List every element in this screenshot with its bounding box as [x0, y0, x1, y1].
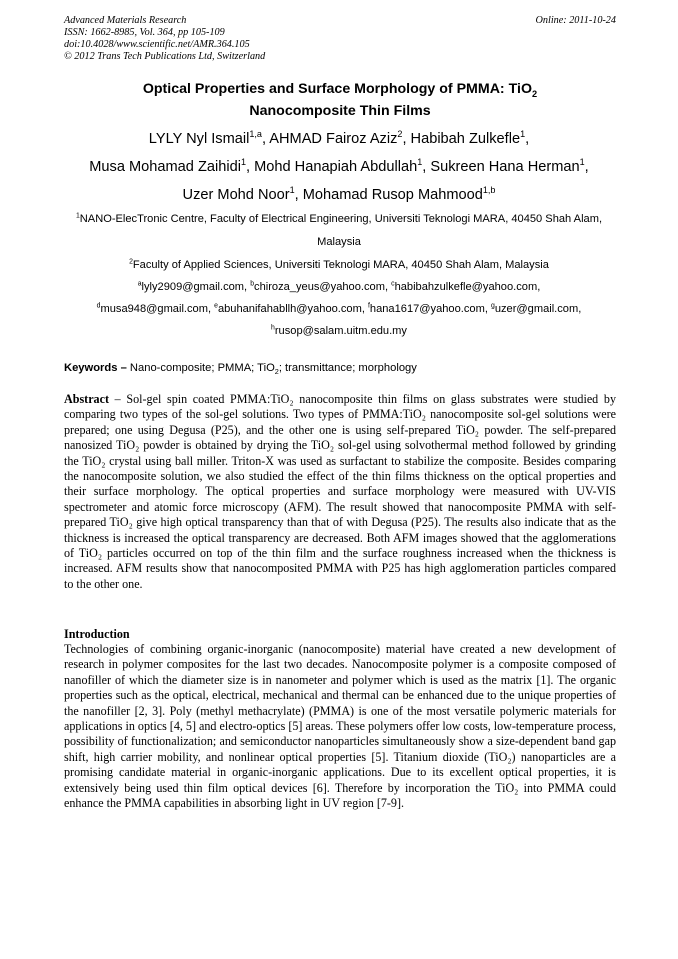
introduction-text: Technologies of combining organic-inorganic (nanocomposite) material have created a new development of research in polymer composites for the last two decades. Nanocomposite polymer is a composite composed of nanofiller of which the diameter size is in nanometer and polymer which is used as the matrix [1]. The organic properties such as the optical, electrical, mechanical and thermal can be enhanced due to the unique properties of the nanofiller [2, 3]. Poly (methyl methacrylate) (PMMA) is one of the most versatile polymeric materials for applications in optics [4, 5] and electro-optics [5] areas. These polymers offer low costs, low-temperature process, possibility of functionalization; and semiconductor nanoparticles simultaneously show a size-dependent band gap shift, high carrier mobility, and nonlinear optical properties [5]. Titanium dioxide (TiO₂) nanoparticles are a promising candidate material in organic-inorganic applications. Due to its excellent optical properties, it is extensively being used thin film optical devices [6]. Therefore by incorporation the TiO₂ into PMMA could enhance the PMMA capabilities in absorbing light in UV region [7-9].	[64, 642, 616, 811]
title-subscript: 2	[532, 88, 538, 99]
author-sup: 1	[520, 129, 526, 140]
paper-title	[64, 81, 616, 120]
author-sup: 1,a	[249, 129, 262, 140]
author-sup: 1	[579, 157, 585, 168]
author-name: Musa Mohamad Zaihidi	[89, 159, 241, 175]
doi-line: doi:10.4028/www.scientific.net/AMR.364.105	[64, 39, 250, 50]
email-address: musa948@gmail.com	[100, 303, 208, 315]
author-sup: 1	[417, 157, 423, 168]
author-name: Uzer Mohd Noor	[182, 187, 290, 203]
author-sup: 2	[397, 129, 403, 140]
email-address: chiroza_yeus@yahoo.com	[254, 281, 385, 293]
email-address: uzer@gmail.com	[494, 303, 579, 315]
title-line-1: Optical Properties and Surface Morphology of PMMA: TiO	[142, 81, 532, 97]
author-sup: 1	[289, 185, 295, 196]
author-sup: 1,b	[482, 185, 496, 196]
author-name: Mohd Hanapiah Abdullah	[254, 159, 418, 175]
copyright-line: © 2012 Trans Tech Publications Ltd, Switzerland	[64, 51, 266, 62]
email-address: hana1617@yahoo.com	[369, 303, 485, 315]
author-sup: 1	[240, 157, 246, 168]
affiliation-2: $^2$Faculty of Applied Sciences, Universiti Teknologi MARA, 40450 Shah Alam, Malaysia	[129, 258, 549, 271]
title-line-2: Nanocomposite Thin Films	[249, 102, 431, 119]
email-address: lyly2909@gmail.com	[141, 281, 245, 293]
email-address: habibahzulkefle@yahoo.com	[394, 281, 538, 293]
email-address: abuhanifahabllh@yahoo.com	[217, 303, 362, 315]
author-list: LYLY Nyl Ismail$^{1,a}$, AHMAD Fairoz Aziz$^2$, Habibah Zulkefle$^1$, Musa Mohamad Zaihidi$^1$, Mohd Hanapiah Abdullah$^1$, Sukreen Hana Herman$^1$, Uzer Mohd Noor$^1$, Mohamad Rusop Mahmood$^{1,b}$	[89, 129, 589, 203]
introduction-heading: Introduction	[64, 627, 130, 641]
email-list: $^a$lyly2909@gmail.com, $^b$chiroza_yeus@yahoo.com, $^c$habibahzulkefle@yahoo.com, $^d$musa948@gmail.com, $^e$abuhanifahabllh@yahoo.com, $^f$hana1617@yahoo.com, $^g$uzer@gmail.com, $^h$rusop@salam.uitm.edu.my	[96, 280, 582, 337]
author-name: Sukreen Hana Herman	[430, 159, 580, 175]
abstract-label: Abstract	[64, 392, 110, 406]
keywords-label: Keywords –	[64, 362, 127, 374]
email-address: rusop@salam.uitm.edu.my	[274, 325, 407, 337]
keywords: Keywords – Nano-composite; PMMA; TiO$_2$; transmittance; morphology	[64, 362, 417, 377]
abstract-text: – Sol-gel spin coated PMMA:TiO₂ nanocomposite thin films on glass substrates were studied by comparing two types of the sol-gel solutions. Two types of PMMA:TiO₂ nanocomposite sol-gel solutions were prepared; one using Degusa (P25), and the other one is using self-prepared TiO₂ powder. The self-prepared nanosized TiO₂ powder is obtained by drying the TiO₂ sol-gel using solvothermal method followed by grinding the TiO₂ crystal using ball miller. Triton-X was used as surfactant to stabilize the composite. Besides comparing the nanocomposite solution, we also studied the effect of the thin films thickness on the optical properties and their surface morphology. The optical properties and surface morphology were measured with UV-VIS spectrometer and atomic force microscopy (AFM). The result showed that nanocomposite PMMA with self-prepared TiO₂ give high optical transparency than that of with Degusa (P25). The results also indicate that as the thickness is increased the optical transparency are decreased. Both AFM images showed that the agglomerations of TiO₂ particles occurred on top of the thin film and the surface roughness increased when the thickness is increased. AFM results show that nanocomposited PMMA with P25 has high agglomeration particles compared to the other one.	[64, 392, 616, 591]
author-name: Mohamad Rusop Mahmood	[302, 187, 483, 203]
abstract	[64, 392, 616, 592]
author-name: AHMAD Fairoz Aziz	[269, 131, 398, 147]
author-name: LYLY Nyl Ismail	[148, 131, 250, 147]
issn-line: ISSN: 1662-8985, Vol. 364, pp 105-109	[64, 27, 225, 38]
journal-name: Advanced Materials Research	[64, 15, 187, 26]
journal-header	[64, 15, 616, 63]
affiliations	[58, 208, 620, 277]
author-name: Habibah Zulkefle	[410, 131, 521, 147]
affiliation-1: $^1$NANO-ElecTronic Centre, Faculty of Electrical Engineering, Universiti Teknologi MARA, 40450 Shah Alam, Malaysia	[75, 212, 603, 248]
online-date: Online: 2011-10-24	[535, 15, 616, 26]
